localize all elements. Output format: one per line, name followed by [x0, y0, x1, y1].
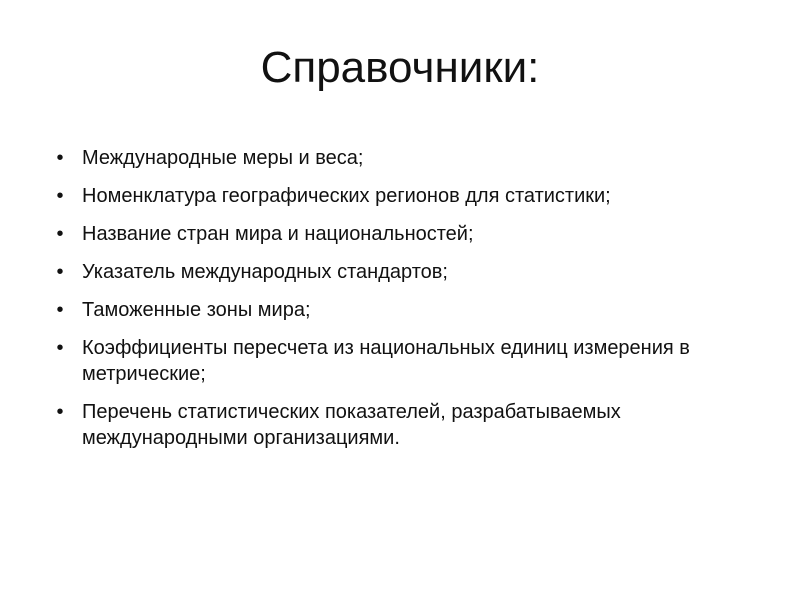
bullet-item: [44, 145, 764, 171]
bullet-text: Номенклатура географических регионов для статистики;: [82, 185, 611, 207]
bullet-text: Название стран мира и национальностей;: [82, 223, 474, 245]
bullet-item: [44, 183, 764, 209]
bullet-item: [44, 259, 764, 285]
bullet-dot-icon: •: [56, 261, 64, 283]
bullet-dot-icon: •: [56, 185, 64, 207]
bullet-dot-icon: •: [56, 223, 64, 245]
bullet-text: Перечень статистических показателей, разрабатываемых международными организациями.: [82, 401, 621, 449]
bullet-text: Таможенные зоны мира;: [82, 299, 311, 321]
bullet-item: [44, 399, 764, 451]
bullet-dot-icon: •: [56, 299, 64, 321]
bullet-text: Указатель международных стандартов;: [82, 261, 448, 283]
bullet-item: [44, 335, 764, 387]
bullet-item: [44, 297, 764, 323]
slide-title: Справочники:: [260, 43, 540, 92]
bullet-text: Коэффициенты пересчета из национальных единиц измерения в метрические;: [82, 337, 690, 385]
bullet-dot-icon: •: [56, 147, 64, 169]
bullet-text: Международные меры и веса;: [82, 147, 364, 169]
bullet-list: [44, 145, 764, 463]
bullet-dot-icon: •: [56, 401, 64, 423]
bullet-dot-icon: •: [56, 337, 64, 359]
bullet-item: [44, 221, 764, 247]
